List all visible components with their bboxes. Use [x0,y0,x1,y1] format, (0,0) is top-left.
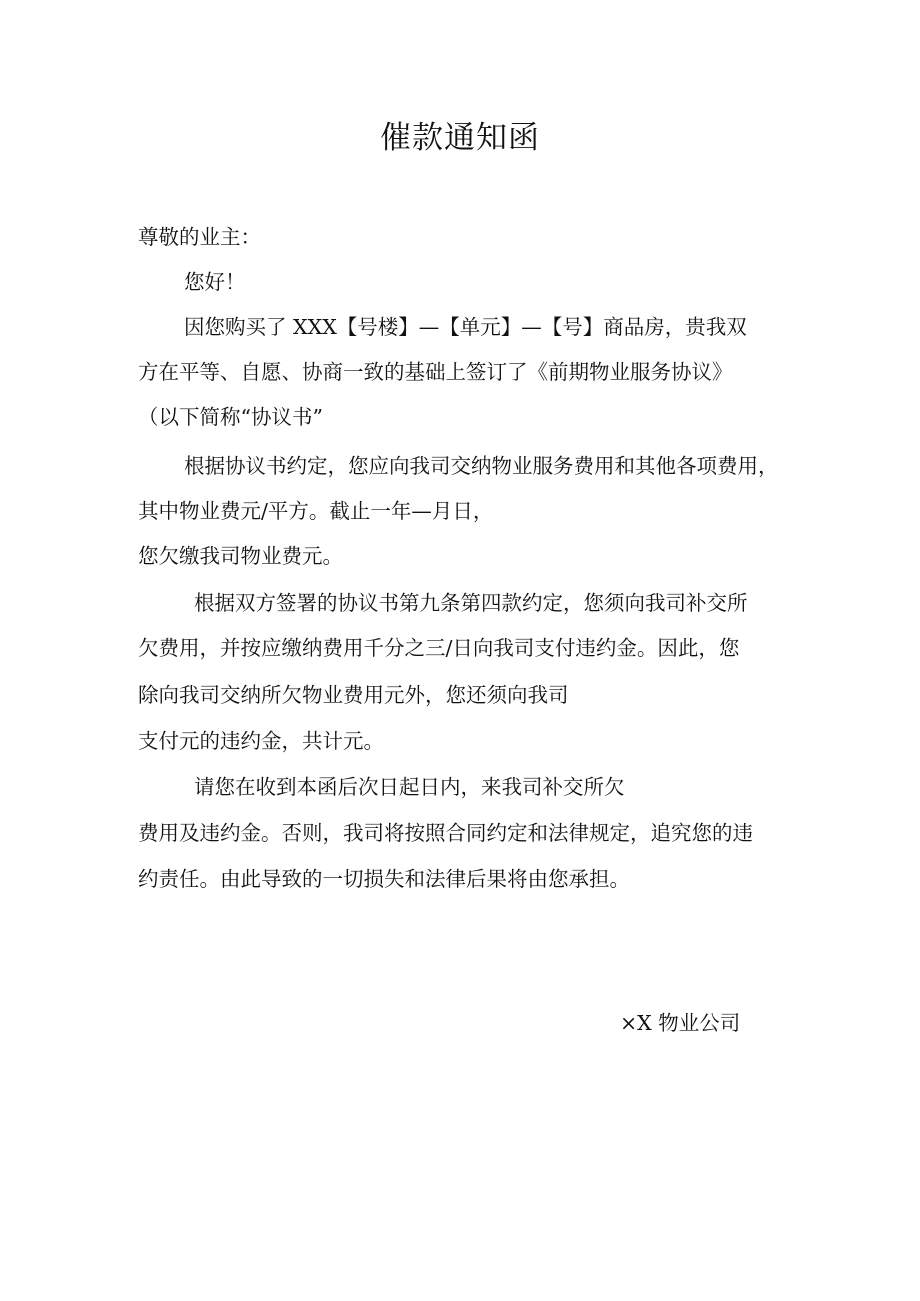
paragraph-2-line-3: 您欠缴我司物业费元。 [138,544,343,568]
paragraph-4-line-2: 费用及违约金。否则，我司将按照合同约定和法律规定，追究您的违 [138,821,753,845]
paragraph-2-line-2: 其中物业费元/平方。截止一年—月日， [138,499,494,523]
greeting: 您好！ [184,270,246,294]
paragraph-2-line-1: 根据协议书约定，您应向我司交纳物业服务费用和其他各项费用， [184,454,779,478]
paragraph-4-line-1: 请您在收到本函后次日起日内，来我司补交所欠 [194,775,625,799]
paragraph-1-line-1: 因您购买了 XXX【号楼】—【单元】—【号】商品房，贵我双 [184,315,747,339]
salutation: 尊敬的业主： [138,225,261,249]
document-title: 催款通知函 [380,120,540,156]
paragraph-3-line-3: 除向我司交纳所欠物业费用元外，您还须向我司 [138,683,569,707]
company-signature: ×X 物业公司 [620,1011,741,1035]
paragraph-3-line-2: 欠费用，并按应缴纳费用千分之三/日向我司支付违约金。因此，您 [138,636,740,660]
paragraph-1-line-3: （以下简称“协议书” [138,405,323,429]
paragraph-4-line-3: 约责任。由此导致的一切损失和法律后果将由您承担。 [138,867,630,891]
paragraph-3-line-4: 支付元的违约金，共计元。 [138,729,384,753]
paragraph-1-line-2: 方在平等、自愿、协商一致的基础上签订了《前期物业服务协议》 [138,360,733,384]
paragraph-3-line-1: 根据双方签署的协议书第九条第四款约定，您须向我司补交所 [194,591,748,615]
